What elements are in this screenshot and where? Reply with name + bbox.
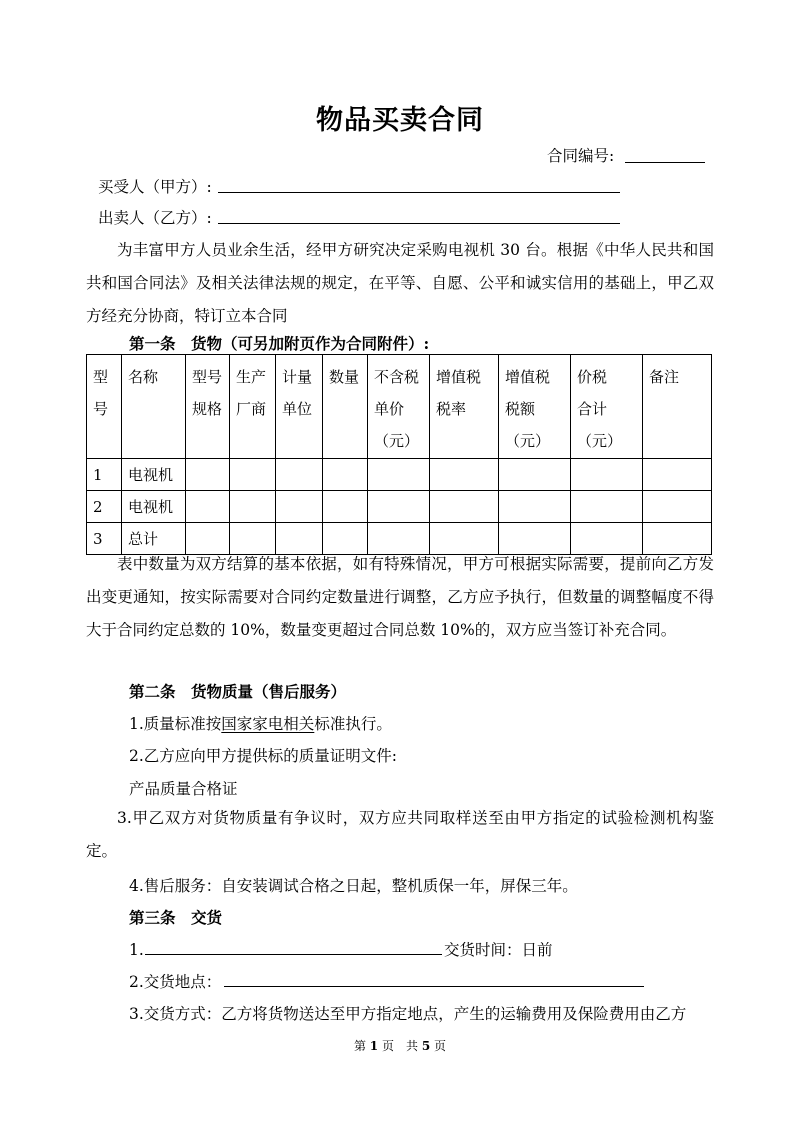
column-header-line: 价税 — [577, 368, 608, 386]
table-cell[interactable] — [230, 491, 276, 523]
item-1-suffix: 标准执行。 — [314, 715, 392, 733]
article-3-item-1-prefix: 1. — [129, 941, 144, 959]
table-cell[interactable]: 2 — [87, 491, 122, 523]
table-cell[interactable] — [186, 491, 230, 523]
article-3-item-3: 3.交货方式：乙方将货物送达至甲方指定地点，产生的运输费用及保险费用由乙方 — [129, 1005, 687, 1023]
article-3-item-2: 2.交货地点： — [129, 973, 222, 991]
article-1-heading: 第一条 货物（可另加附页作为合同附件）: — [129, 334, 430, 353]
article-2-heading: 第二条 货物质量（售后服务） — [129, 682, 347, 701]
table-header-row — [87, 355, 712, 459]
column-header-line: 型号 — [192, 368, 223, 386]
current-page-number: 1 — [369, 1039, 379, 1053]
article-2-item-2-detail: 产品质量合格证 — [129, 780, 238, 798]
goods-table — [86, 354, 712, 555]
table-cell[interactable] — [276, 459, 323, 491]
table-cell[interactable]: 总计 — [122, 523, 186, 555]
table-cell[interactable] — [571, 491, 643, 523]
column-header-line: 单价 — [374, 400, 405, 418]
table-cell[interactable] — [368, 459, 430, 491]
table-cell[interactable] — [276, 491, 323, 523]
article-3-heading: 第三条 交货 — [129, 908, 223, 927]
buyer-label: 买受人（甲方）: — [98, 178, 212, 196]
column-header-10 — [643, 355, 712, 459]
column-header-5 — [323, 355, 368, 459]
table-note-paragraph: 表中数量为双方结算的基本依据，如有特殊情况，甲方可根据实际需要，提前向乙方发出变更通知，按实际需要对合同约定数量进行调整，乙方应予执行，但数量的调整幅度不得大于合同约定总数的 10%，数量变更超过合同总数 10%的，双方应当签订补充合同。 — [86, 555, 714, 639]
item-1-prefix: 1.质量标准按 — [129, 715, 222, 733]
column-header-line: 税额 — [505, 400, 536, 418]
column-header-line: 名称 — [128, 368, 159, 386]
article-2-item-2: 2.乙方应向甲方提供标的质量证明文件: — [129, 747, 398, 765]
table-cell[interactable] — [430, 491, 499, 523]
table-cell[interactable] — [571, 459, 643, 491]
column-header-line: 型 — [93, 368, 109, 386]
delivery-item-blank[interactable] — [145, 954, 442, 955]
article-3-item-1-suffix: 交货时间：日前 — [444, 941, 553, 959]
column-header-3 — [230, 355, 276, 459]
column-header-6 — [368, 355, 430, 459]
column-header-0 — [87, 355, 122, 459]
column-header-7 — [430, 355, 499, 459]
column-header-2 — [186, 355, 230, 459]
article-2-item-4: 4.售后服务：自安装调试合格之日起，整机质保一年，屏保三年。 — [129, 877, 578, 895]
footer-middle: 页 共 — [381, 1039, 418, 1053]
column-header-line: 厂商 — [236, 400, 267, 418]
column-header-line: 增值税 — [505, 368, 551, 386]
column-header-line: 单位 — [282, 400, 313, 418]
column-header-line: 生产 — [236, 368, 267, 386]
article-2-item-1 — [129, 714, 392, 734]
intro-paragraph: 为丰富甲方人员业余生活，经甲方研究决定采购电视机 30 台。根据《中华人民共和国共和国合同法》及相关法律法规的规定，在平等、自愿、公平和诚实信用的基础上，甲乙双方经充分协商，特订立本合同 — [86, 241, 714, 325]
seller-label: 出卖人（乙方）: — [98, 209, 212, 227]
delivery-location-blank[interactable] — [224, 986, 644, 987]
table-cell[interactable] — [643, 491, 712, 523]
total-pages: 5 — [421, 1039, 431, 1053]
column-header-line: 税率 — [436, 400, 467, 418]
table-cell[interactable] — [368, 491, 430, 523]
page-footer — [0, 1037, 800, 1054]
column-header-1 — [122, 355, 186, 459]
table-cell[interactable]: 3 — [87, 523, 122, 555]
column-header-line: 增值税 — [436, 368, 482, 386]
footer-suffix: 页 — [434, 1039, 447, 1053]
table-cell[interactable] — [499, 491, 571, 523]
table-row — [87, 491, 712, 523]
column-header-line: （元） — [577, 432, 623, 450]
column-header-9 — [571, 355, 643, 459]
column-header-line: 合计 — [577, 400, 608, 418]
table-cell[interactable] — [430, 459, 499, 491]
column-header-line: （元） — [505, 432, 551, 450]
footer-prefix: 第 — [353, 1039, 366, 1053]
column-header-line: 备注 — [649, 368, 680, 386]
table-cell[interactable]: 电视机 — [122, 491, 186, 523]
table-row — [87, 459, 712, 491]
table-cell[interactable]: 电视机 — [122, 459, 186, 491]
seller-blank[interactable] — [218, 223, 620, 224]
table-cell[interactable] — [230, 459, 276, 491]
column-header-line: 不含税 — [374, 368, 420, 386]
table-cell[interactable]: 1 — [87, 459, 122, 491]
column-header-line: 计量 — [282, 368, 313, 386]
column-header-line: 数量 — [329, 368, 360, 386]
column-header-8 — [499, 355, 571, 459]
document-title: 物品买卖合同 — [316, 105, 484, 136]
column-header-4 — [276, 355, 323, 459]
table-cell[interactable] — [323, 491, 368, 523]
table-cell[interactable] — [186, 459, 230, 491]
column-header-line: （元） — [374, 432, 420, 450]
table-cell[interactable] — [643, 459, 712, 491]
table-cell[interactable] — [323, 459, 368, 491]
buyer-blank[interactable] — [218, 192, 620, 193]
article-2-item-3: 3.甲乙双方对货物质量有争议时，双方应共同取样送至由甲方指定的试验检测机构鉴定。 — [86, 809, 714, 860]
column-header-line: 规格 — [192, 400, 223, 418]
table-cell[interactable] — [499, 459, 571, 491]
column-header-line: 号 — [93, 400, 109, 418]
contract-number-blank[interactable] — [625, 162, 705, 163]
contract-number-label: 合同编号: — [547, 147, 615, 165]
quality-standard-filled: 国家家电相关 — [221, 715, 315, 733]
